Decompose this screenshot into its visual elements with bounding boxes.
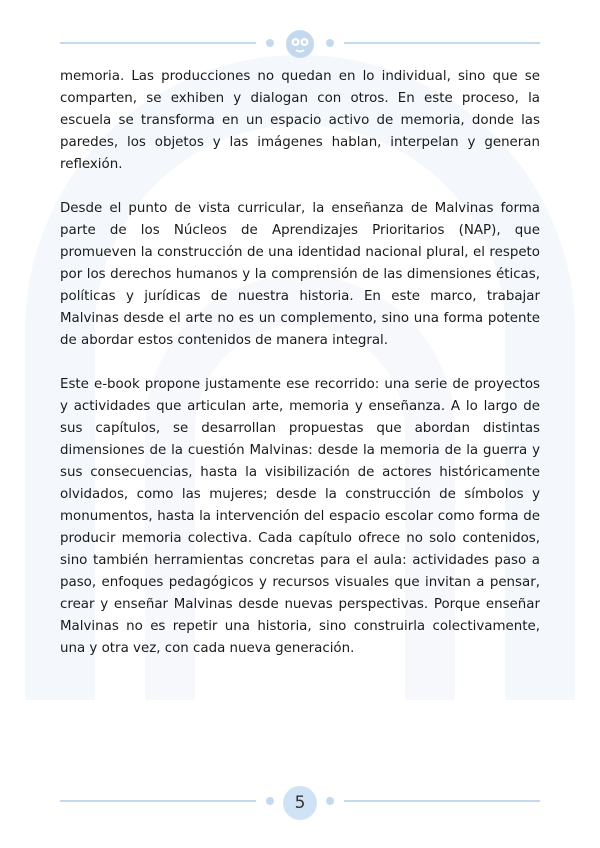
page-number: 5	[283, 786, 317, 820]
body-text	[60, 66, 540, 682]
emblem-icon	[284, 28, 316, 60]
paragraph: Desde el punto de vista curricular, la enseñanza de Malvinas forma parte de los Núcleos de Aprendizajes Prioritarios (NAP), que promueven la construcción de una identidad nacional plural, el respeto por los derechos humanos y la comprensión de las dimensiones éticas, políticas y jurídicas de nuestra historia. En este marco, trabajar Malvinas desde el arte no es un complemento, sino una forma potente de abordar estos contenidos de manera integral.	[60, 201, 540, 348]
paragraph: memoria. Las producciones no quedan en lo individual, sino que se comparten, se exhiben y dialogan con otros. En este proceso, la escuela se transforma en un espacio activo de memoria, donde las paredes, los objetos y las imágenes hablan, interpelan y generan reflexión.	[60, 69, 540, 172]
header-divider	[60, 28, 540, 58]
paragraph: Este e-book propone justamente ese recorrido: una serie de proyectos y actividades que articulan arte, memoria y enseñanza. A lo largo de sus capítulos, se desarrollan propuestas que abordan distintas dimensiones de la cuestión Malvinas: desde la memoria de la guerra y sus consecuencias, hasta la visibilización de actores históricamente olvidados, como las mujeres; desde la construcción de símbolos y monumentos, hasta la intervención del espacio escolar como forma de producir memoria colectiva. Cada capítulo ofrece no solo contenidos, sino también herramientas concretas para el aula: actividades paso a paso, enfoques pedagógicos y recursos visuales que invitan a pensar, crear y enseñar Malvinas desde nuevas perspectivas. Porque enseñar Malvinas no es repetir una historia, sino construirla colectivamente, una y otra vez, con cada nueva generación.	[60, 377, 540, 656]
footer-divider	[60, 786, 540, 816]
